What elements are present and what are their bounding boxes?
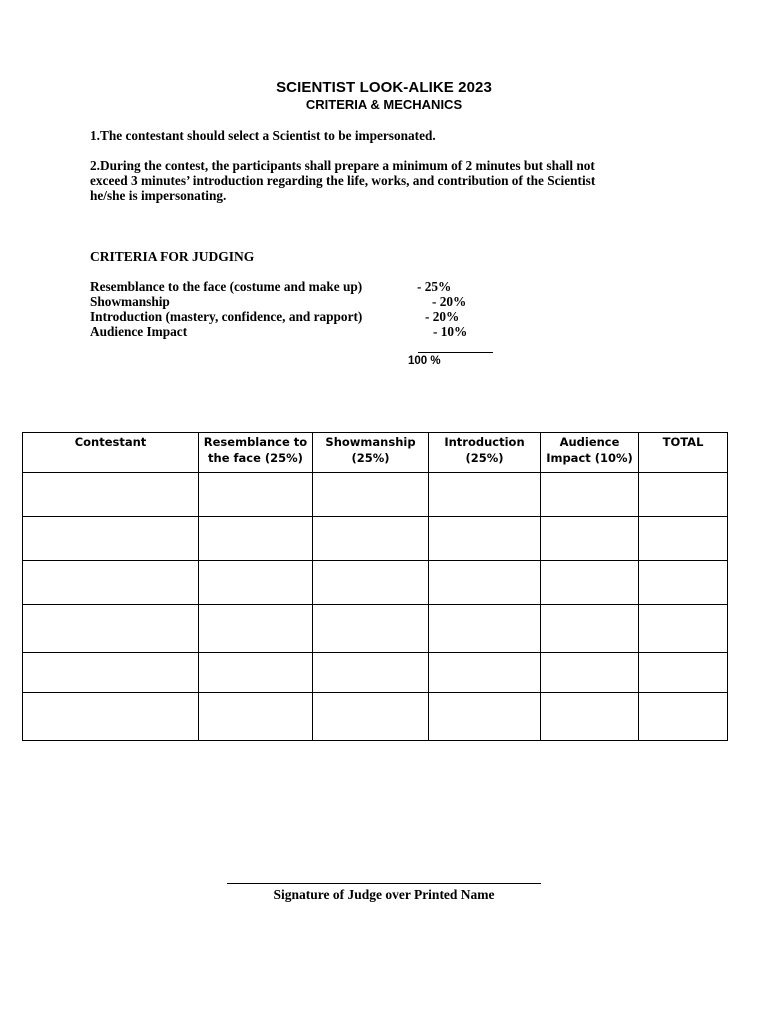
introduction-score-cell[interactable] bbox=[429, 693, 541, 741]
score-table bbox=[22, 432, 728, 741]
header-introduction bbox=[429, 433, 541, 473]
contestant-cell[interactable] bbox=[23, 653, 199, 693]
mechanics-rule-2-line: he/she is impersonating. bbox=[90, 188, 227, 204]
criteria-item-weight: - 20% bbox=[425, 309, 460, 324]
signature-label: Signature of Judge over Printed Name bbox=[273, 887, 495, 902]
criteria-item-weight: - 20% bbox=[432, 294, 467, 309]
header-line: Introduction bbox=[444, 435, 525, 449]
header-audience-impact bbox=[541, 433, 639, 473]
resemblance-score-cell[interactable] bbox=[199, 693, 313, 741]
introduction-score-cell[interactable] bbox=[429, 517, 541, 561]
showmanship-score-cell[interactable] bbox=[313, 517, 429, 561]
criteria-item bbox=[90, 324, 510, 340]
header-line: Audience bbox=[559, 435, 620, 449]
criteria-item-label: Introduction (mastery, confidence, and rapport) bbox=[90, 309, 363, 324]
criteria-item bbox=[90, 279, 510, 295]
header-line: Resemblance to bbox=[203, 435, 308, 449]
contestant-cell[interactable] bbox=[23, 605, 199, 653]
document-title: SCIENTIST LOOK-ALIKE 2023 bbox=[276, 79, 492, 96]
header-showmanship bbox=[313, 433, 429, 473]
header-resemblance bbox=[199, 433, 313, 473]
showmanship-score-cell[interactable] bbox=[313, 693, 429, 741]
document-subtitle: CRITERIA & MECHANICS bbox=[305, 97, 463, 112]
criteria-item-label: Resemblance to the face (costume and make up) bbox=[90, 279, 363, 294]
resemblance-score-cell[interactable] bbox=[199, 561, 313, 605]
showmanship-score-cell[interactable] bbox=[313, 653, 429, 693]
header-line: (25%) bbox=[351, 451, 390, 465]
criteria-item bbox=[90, 294, 510, 310]
mechanics-rule-2-line: 2.During the contest, the participants shall prepare a minimum of 2 minutes but shall not bbox=[90, 158, 595, 173]
audience-impact-score-cell[interactable] bbox=[541, 653, 639, 693]
header-line: Contestant bbox=[74, 435, 147, 449]
contestant-cell[interactable] bbox=[23, 693, 199, 741]
signature-line bbox=[227, 883, 541, 884]
audience-impact-score-cell[interactable] bbox=[541, 473, 639, 517]
mechanics-rule-2 bbox=[90, 158, 690, 204]
header-line: (25%) bbox=[465, 451, 504, 465]
resemblance-score-cell[interactable] bbox=[199, 653, 313, 693]
table-row bbox=[23, 605, 728, 653]
criteria-item bbox=[90, 309, 510, 325]
total-score-cell[interactable] bbox=[639, 653, 728, 693]
total-score-cell[interactable] bbox=[639, 693, 728, 741]
contestant-cell[interactable] bbox=[23, 517, 199, 561]
resemblance-score-cell[interactable] bbox=[199, 473, 313, 517]
table-row bbox=[23, 517, 728, 561]
introduction-score-cell[interactable] bbox=[429, 653, 541, 693]
table-row bbox=[23, 473, 728, 517]
introduction-score-cell[interactable] bbox=[429, 605, 541, 653]
showmanship-score-cell[interactable] bbox=[313, 473, 429, 517]
table-row bbox=[23, 653, 728, 693]
total-score-cell[interactable] bbox=[639, 517, 728, 561]
introduction-score-cell[interactable] bbox=[429, 561, 541, 605]
header-line: Impact (10%) bbox=[546, 451, 633, 465]
criteria-total: 100 % bbox=[408, 355, 441, 367]
mechanics-rule-1: 1.The contestant should select a Scientist to be impersonated. bbox=[90, 128, 436, 143]
total-score-cell[interactable] bbox=[639, 473, 728, 517]
table-row bbox=[23, 693, 728, 741]
audience-impact-score-cell[interactable] bbox=[541, 517, 639, 561]
showmanship-score-cell[interactable] bbox=[313, 561, 429, 605]
criteria-item-weight: - 10% bbox=[433, 324, 468, 339]
audience-impact-score-cell[interactable] bbox=[541, 693, 639, 741]
total-underline bbox=[418, 352, 493, 353]
header-line: the face (25%) bbox=[208, 451, 303, 465]
contestant-cell[interactable] bbox=[23, 473, 199, 517]
resemblance-score-cell[interactable] bbox=[199, 605, 313, 653]
criteria-item-weight: - 25% bbox=[417, 279, 452, 294]
criteria-item-label: Audience Impact bbox=[90, 324, 188, 339]
audience-impact-score-cell[interactable] bbox=[541, 605, 639, 653]
header-line: TOTAL bbox=[662, 435, 704, 449]
criteria-item-label: Showmanship bbox=[90, 294, 170, 309]
mechanics-rule-2-line: exceed 3 minutes’ introduction regarding the life, works, and contribution of the Scientist bbox=[90, 173, 596, 189]
total-score-cell[interactable] bbox=[639, 605, 728, 653]
showmanship-score-cell[interactable] bbox=[313, 605, 429, 653]
table-row bbox=[23, 561, 728, 605]
header-contestant bbox=[23, 433, 199, 473]
total-score-cell[interactable] bbox=[639, 561, 728, 605]
header-line: Showmanship bbox=[325, 435, 416, 449]
resemblance-score-cell[interactable] bbox=[199, 517, 313, 561]
audience-impact-score-cell[interactable] bbox=[541, 561, 639, 605]
header-total bbox=[639, 433, 728, 473]
score-table-header-row bbox=[23, 433, 728, 473]
introduction-score-cell[interactable] bbox=[429, 473, 541, 517]
criteria-heading: CRITERIA FOR JUDGING bbox=[90, 249, 255, 264]
contestant-cell[interactable] bbox=[23, 561, 199, 605]
